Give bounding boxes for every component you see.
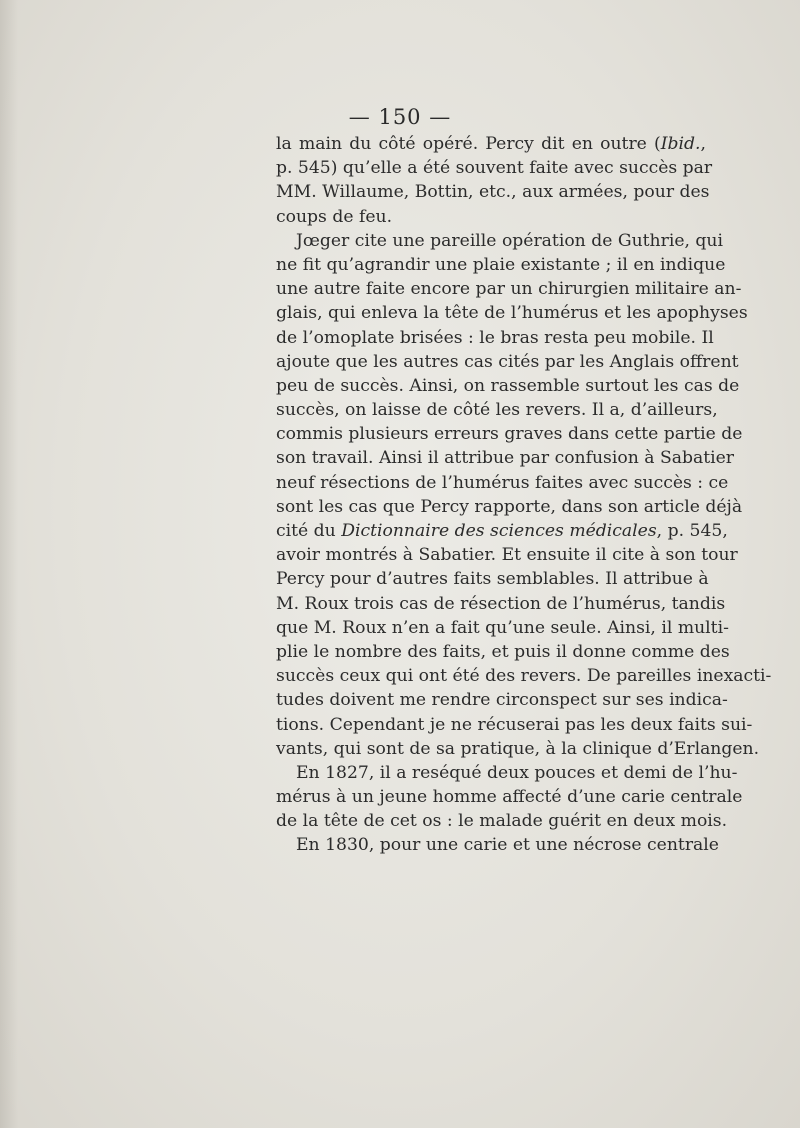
text-line: ne fit qu’agrandir une plaie existante ; il en indique <box>276 254 726 275</box>
text-line: tions. Cependant je ne récuserai pas les deux faits sui- <box>276 714 753 735</box>
text-line: coups de feu. <box>276 206 393 227</box>
text-line: tudes doivent me rendre circonspect sur ses indica- <box>276 690 728 711</box>
text-line: neuf résections de l’humérus faites avec succès : ce <box>276 472 729 493</box>
text-line: Jœger cite une pareille opération de Guthrie, qui <box>296 230 724 251</box>
text-line: sont les cas que Percy rapporte, dans son article déjà <box>276 496 743 517</box>
text-line: En 1830, pour une carie et une nécrose centrale <box>296 835 719 856</box>
text-line: M. Roux trois cas de résection de l’humérus, tandis <box>276 593 726 614</box>
text-line: succès ceux qui ont été des revers. De pareilles inexacti- <box>276 666 772 687</box>
text-line: plie le nombre des faits, et puis il donne comme des <box>276 641 730 662</box>
page-number: — 150 — <box>348 105 452 129</box>
text-line: Percy pour d’autres faits semblables. Il attribue à <box>276 569 709 590</box>
text-line: MM. Willaume, Bottin, etc., aux armées, pour des <box>276 182 710 203</box>
text-line: de la tête de cet os : le malade guérit en deux mois. <box>276 811 728 832</box>
italic-citation: Dictionnaire des sciences médicales <box>341 521 657 541</box>
text-line: peu de succès. Ainsi, on rassemble surtout les cas de <box>276 375 740 396</box>
text-line: ajoute que les autres cas cités par les Anglais offrent <box>276 351 739 372</box>
text-line: glais, qui enleva la tête de l’humérus et les apophyses <box>276 303 748 324</box>
binding-shadow <box>0 0 18 1128</box>
text-line: En 1827, il a reséqué deux pouces et demi de l’hu- <box>296 762 738 783</box>
italic-citation: Ibid. <box>660 134 701 154</box>
text-line: que M. Roux n’en a fait qu’une seule. Ainsi, il multi- <box>276 617 729 638</box>
text-line: une autre faite encore par un chirurgien militaire an- <box>276 279 742 300</box>
text-line: succès, on laisse de côté les revers. Il a, d’ailleurs, <box>276 400 718 421</box>
text-line: mérus à un jeune homme affecté d’une carie centrale <box>276 787 743 808</box>
text-line: son travail. Ainsi il attribue par confusion à Sabatier <box>276 448 735 469</box>
text-line: cité du Dictionnaire des sciences médicales, p. 545, <box>276 521 728 541</box>
text-line: avoir montrés à Sabatier. Et ensuite il cite à son tour <box>276 545 738 566</box>
text-line: vants, qui sont de sa pratique, à la clinique d’Erlangen. <box>276 738 760 759</box>
text-line: la main du côté opéré. Percy dit en outre (Ibid., <box>276 134 706 154</box>
body-text <box>276 132 772 858</box>
text-line: p. 545) qu’elle a été souvent faite avec succès par <box>276 158 713 179</box>
text-line: commis plusieurs erreurs graves dans cette partie de <box>276 424 743 445</box>
text-line: de l’omoplate brisées : le bras resta peu mobile. Il <box>276 327 714 348</box>
